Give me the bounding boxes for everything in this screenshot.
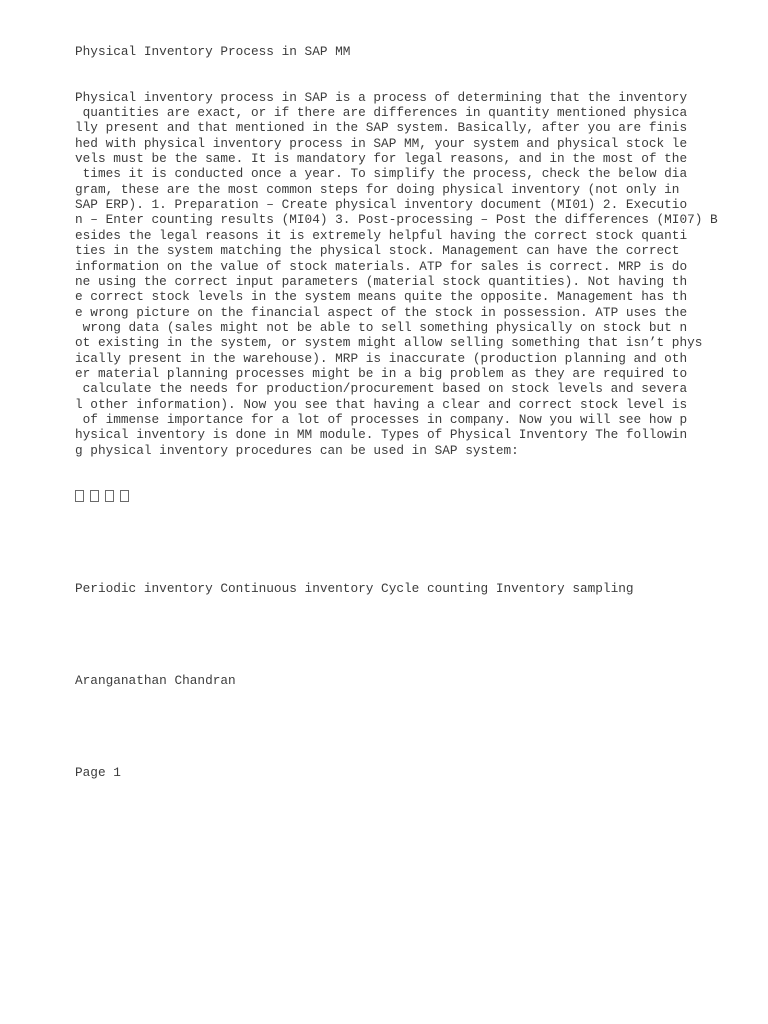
body-line: hysical inventory is done in MM module. Types of Physical Inventory The followin [75, 427, 688, 443]
body-line: ties in the system matching the physical stock. Management can have the correct [75, 243, 680, 259]
document-body [75, 90, 755, 458]
inventory-types-line: Periodic inventory Continuous inventory Cycle counting Inventory sampling [75, 580, 634, 596]
body-line: er material planning processes might be in a big problem as they are required to [75, 365, 688, 381]
body-line: n – Enter counting results (MI04) 3. Post-processing – Post the differences (MI07) B [75, 212, 718, 228]
body-line: of immense importance for a lot of processes in company. Now you will see how p [75, 411, 688, 427]
document-title: Physical Inventory Process in SAP MM [75, 43, 351, 59]
spacer [75, 535, 755, 550]
body-line: ne using the correct input parameters (material stock quantities). Not having th [75, 273, 688, 289]
body-line: vels must be the same. It is mandatory for legal reasons, and in the most of the [75, 151, 688, 167]
body-line: ically present in the warehouse). MRP is inaccurate (production planning and oth [75, 350, 688, 366]
body-line: hed with physical inventory process in SAP MM, your system and physical stock le [75, 135, 688, 151]
spacer [75, 719, 755, 734]
body-line: g physical inventory procedures can be used in SAP system: [75, 442, 519, 458]
body-line: e correct stock levels in the system means quite the opposite. Management has th [75, 289, 688, 305]
author-name: Aranganathan Chandran [75, 672, 236, 688]
body-line: e wrong picture on the financial aspect of the stock in possession. ATP uses the [75, 304, 688, 320]
body-line: times it is conducted once a year. To simplify the process, check the below dia [75, 166, 688, 182]
spacer [75, 627, 755, 642]
missing-glyph-icon [75, 490, 84, 502]
body-line: SAP ERP). 1. Preparation – Create physical inventory document (MI01) 2. Executio [75, 197, 688, 213]
missing-glyph-icon [120, 490, 129, 502]
body-line: ot existing in the system, or system might allow selling something that isn’t phys [75, 335, 703, 351]
body-line: gram, these are the most common steps for doing physical inventory (not only in [75, 181, 680, 197]
body-line: wrong data (sales might not be able to sell something physically on stock but n [75, 319, 688, 335]
body-line: l other information). Now you see that having a clear and correct stock level is [75, 396, 688, 412]
body-line: lly present and that mentioned in the SAP system. Basically, after you are finis [75, 120, 688, 136]
missing-glyph-row [75, 489, 755, 504]
missing-glyph-icon [105, 490, 114, 502]
body-line: information on the value of stock materials. ATP for sales is correct. MRP is do [75, 258, 688, 274]
body-line: quantities are exact, or if there are differences in quantity mentioned physica [75, 105, 688, 121]
page-number: Page 1 [75, 764, 121, 780]
body-line: esides the legal reasons it is extremely helpful having the correct stock quanti [75, 227, 688, 243]
document-page [75, 13, 755, 796]
missing-glyph-icon [90, 490, 99, 502]
body-line: calculate the needs for production/procurement based on stock levels and severa [75, 381, 688, 397]
body-line: Physical inventory process in SAP is a process of determining that the inventory [75, 89, 688, 105]
